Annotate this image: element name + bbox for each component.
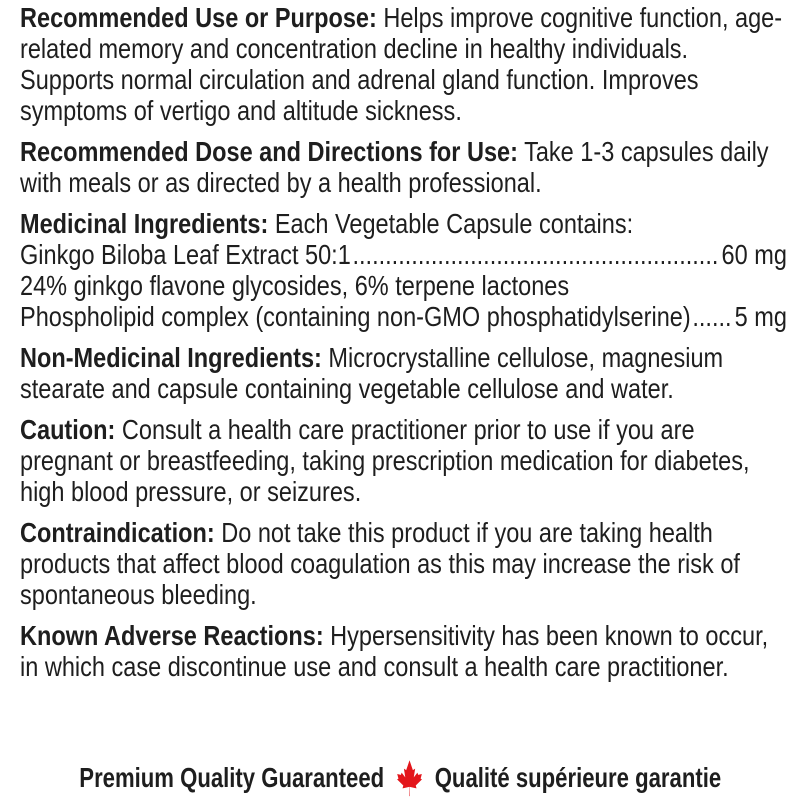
quality-guarantee-english: Premium Quality Guaranteed <box>79 762 384 793</box>
recommended-use-section <box>20 2 787 126</box>
quality-guarantee-banner <box>10 758 790 798</box>
ingredient-name: Ginkgo Biloba Leaf Extract 50:1 <box>20 239 351 270</box>
ingredient-row <box>20 301 787 332</box>
non-medicinal-text: Microcrystalline cellulose, magnesium stearate and capsule containing vegetable cellulose and water. <box>20 342 724 404</box>
caution-section <box>20 414 787 507</box>
non-medicinal-heading: Non-Medicinal Ingredients: <box>20 342 322 373</box>
adverse-reactions-text: Hypersensitivity has been known to occur, in which case discontinue use and consult a health care practitioner. <box>20 620 769 682</box>
leader-dots <box>692 301 733 332</box>
ingredient-row <box>20 239 787 270</box>
ingredient-amount: 60 mg <box>721 239 787 270</box>
dose-section <box>20 136 787 198</box>
contraindication-section <box>20 517 787 610</box>
dose-heading: Recommended Dose and Directions for Use: <box>20 136 518 167</box>
adverse-reactions-section <box>20 620 787 682</box>
medicinal-ingredients-section <box>20 208 787 332</box>
medicinal-ingredients-intro: Each Vegetable Capsule contains: <box>268 208 634 239</box>
recommended-use-text: Helps improve cognitive function, age-related memory and concentration decline in healthy individuals. Supports normal circulation and adrenal gland function. Improves symptoms of vertigo and altitude sickness. <box>20 2 783 126</box>
ingredient-note: 24% ginkgo flavone glycosides, 6% terpene lactones <box>20 270 570 301</box>
ingredient-name: Phospholipid complex (containing non-GMO phosphatidylserine) <box>20 301 691 332</box>
contraindication-text: Do not take this product if you are taking health products that affect blood coagulation as this may increase the risk of spontaneous bleeding. <box>20 517 740 610</box>
medicinal-ingredients-heading: Medicinal Ingredients: <box>20 208 269 239</box>
leader-dots <box>352 239 719 270</box>
product-label <box>20 2 787 692</box>
maple-leaf-icon <box>392 758 427 798</box>
quality-guarantee-french: Qualité supérieure garantie <box>434 762 721 793</box>
adverse-reactions-heading: Known Adverse Reactions: <box>20 620 324 651</box>
recommended-use-heading: Recommended Use or Purpose: <box>20 2 377 33</box>
caution-heading: Caution: <box>20 414 116 445</box>
non-medicinal-ingredients-section <box>20 342 787 404</box>
contraindication-heading: Contraindication: <box>20 517 215 548</box>
ingredient-amount: 5 mg <box>734 301 787 332</box>
dose-text: Take 1-3 capsules daily with meals or as directed by a health professional. <box>20 136 769 198</box>
caution-text: Consult a health care practitioner prior to use if you are pregnant or breastfeeding, taking prescription medication for diabetes, high blood pressure, or seizures. <box>20 414 750 507</box>
